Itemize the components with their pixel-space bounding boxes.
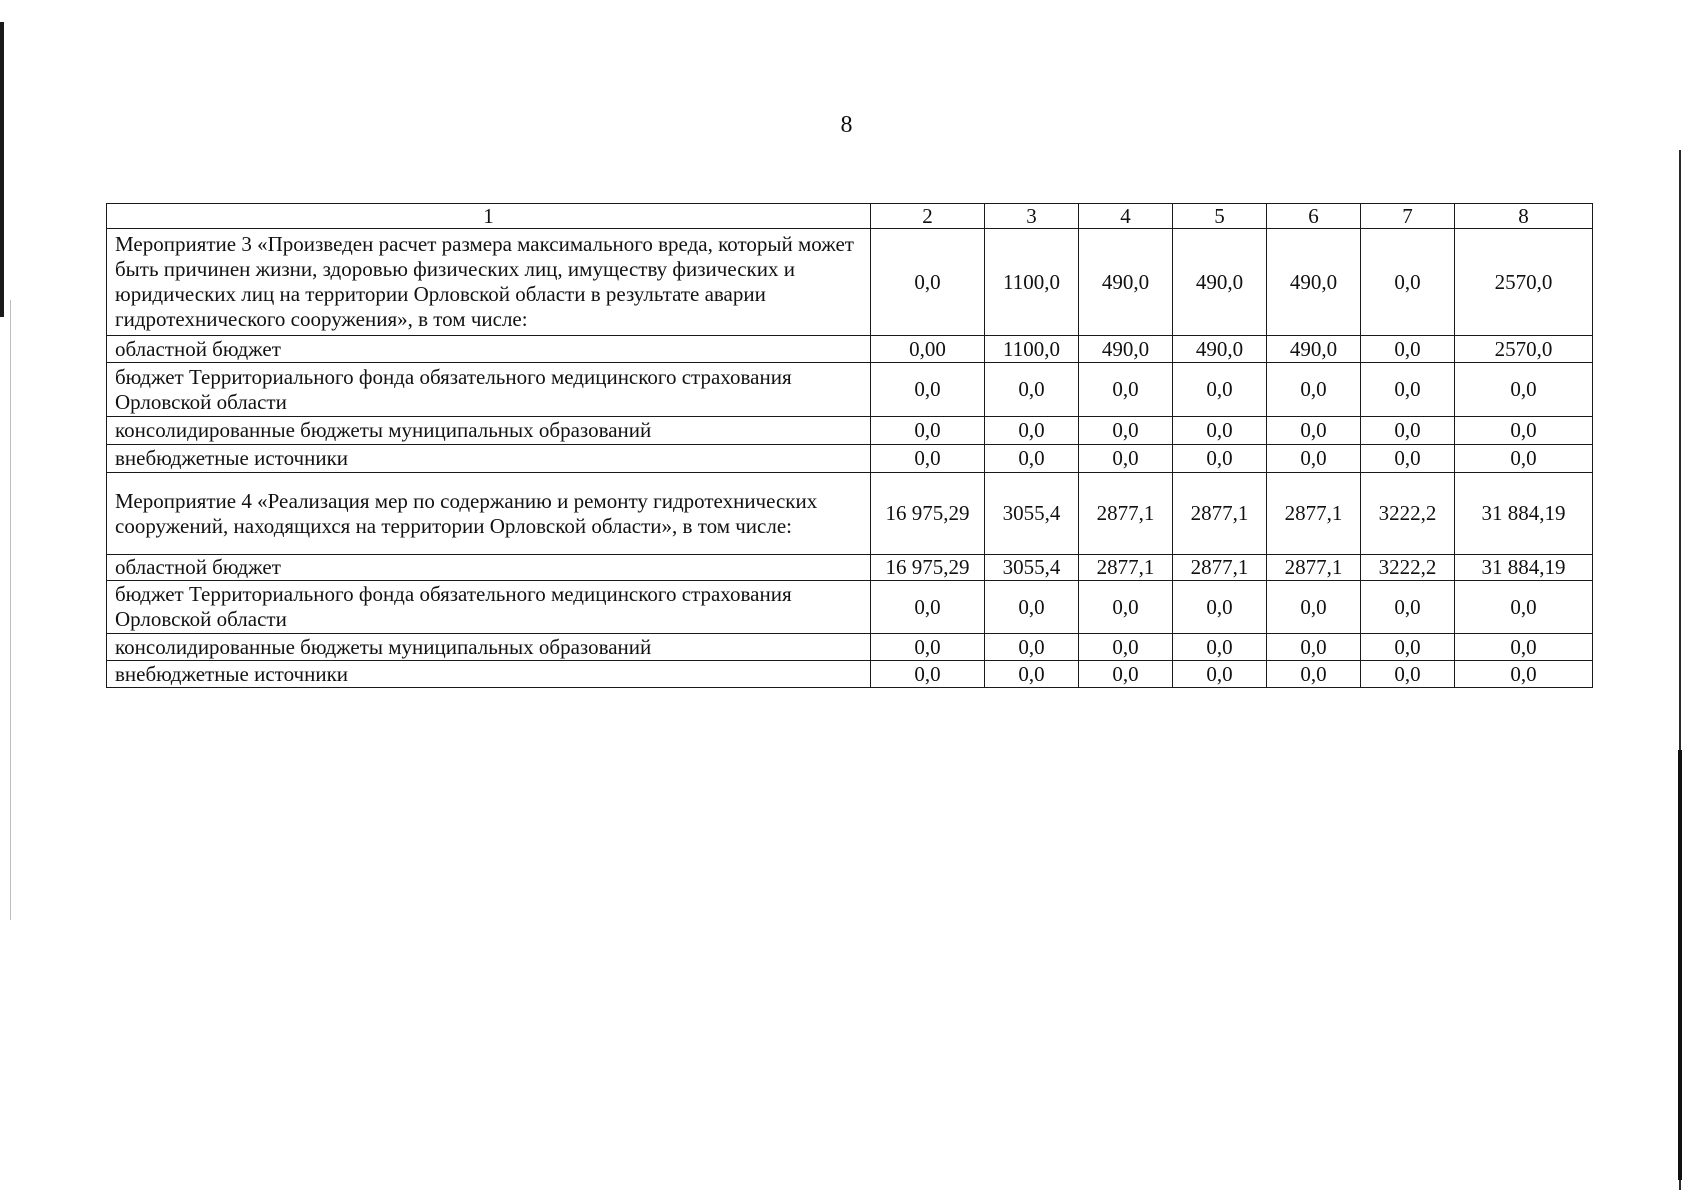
value-cell: 0,0 bbox=[871, 661, 985, 688]
value-cell: 31 884,19 bbox=[1455, 555, 1593, 581]
value-cell: 490,0 bbox=[1173, 336, 1267, 363]
value-cell: 0,0 bbox=[1173, 445, 1267, 473]
row-label: консолидированные бюджеты муниципальных образований bbox=[107, 417, 871, 445]
row-label: областной бюджет bbox=[107, 336, 871, 363]
value-cell: 1100,0 bbox=[985, 229, 1079, 336]
value-cell: 0,0 bbox=[1267, 445, 1361, 473]
value-cell: 2877,1 bbox=[1079, 555, 1173, 581]
header-cell: 2 bbox=[871, 204, 985, 229]
value-cell: 2877,1 bbox=[1173, 473, 1267, 555]
scan-edge-right-strong bbox=[1678, 750, 1682, 1180]
value-cell: 3055,4 bbox=[985, 473, 1079, 555]
value-cell: 0,0 bbox=[1079, 634, 1173, 661]
budget-table bbox=[106, 203, 1593, 688]
value-cell: 0,0 bbox=[1455, 363, 1593, 417]
value-cell: 0,0 bbox=[871, 445, 985, 473]
value-cell: 2570,0 bbox=[1455, 229, 1593, 336]
value-cell: 1100,0 bbox=[985, 336, 1079, 363]
value-cell: 0,0 bbox=[1267, 581, 1361, 634]
header-cell: 4 bbox=[1079, 204, 1173, 229]
scan-edge-left-faint bbox=[10, 300, 11, 920]
value-cell: 2570,0 bbox=[1455, 336, 1593, 363]
value-cell: 0,0 bbox=[1079, 363, 1173, 417]
value-cell: 16 975,29 bbox=[871, 555, 985, 581]
table-row bbox=[107, 336, 1593, 363]
row-label: внебюджетные источники bbox=[107, 445, 871, 473]
value-cell: 0,0 bbox=[1079, 581, 1173, 634]
value-cell: 2877,1 bbox=[1267, 555, 1361, 581]
value-cell: 0,0 bbox=[1079, 417, 1173, 445]
value-cell: 0,00 bbox=[871, 336, 985, 363]
value-cell: 0,0 bbox=[1079, 661, 1173, 688]
value-cell: 0,0 bbox=[1173, 363, 1267, 417]
value-cell: 0,0 bbox=[1455, 661, 1593, 688]
value-cell: 0,0 bbox=[1173, 661, 1267, 688]
scan-edge-left bbox=[0, 22, 4, 317]
value-cell: 0,0 bbox=[985, 363, 1079, 417]
value-cell: 0,0 bbox=[1361, 581, 1455, 634]
value-cell: 0,0 bbox=[1361, 336, 1455, 363]
table-row bbox=[107, 363, 1593, 417]
value-cell: 490,0 bbox=[1079, 229, 1173, 336]
value-cell: 0,0 bbox=[871, 417, 985, 445]
value-cell: 490,0 bbox=[1173, 229, 1267, 336]
value-cell: 0,0 bbox=[985, 445, 1079, 473]
value-cell: 0,0 bbox=[871, 229, 985, 336]
header-cell: 1 bbox=[107, 204, 871, 229]
value-cell: 2877,1 bbox=[1079, 473, 1173, 555]
value-cell: 31 884,19 bbox=[1455, 473, 1593, 555]
value-cell: 0,0 bbox=[1361, 661, 1455, 688]
row-label: Мероприятие 3 «Произведен расчет размера максимального вреда, который может быть причинен жизни, здоровью физических лиц, имуществу физических и юридических лиц на территории Орловской области в результате аварии гидротехнического сооружения», в том числе: bbox=[107, 229, 871, 336]
row-label: бюджет Территориального фонда обязательного медицинского страхования Орловской области bbox=[107, 581, 871, 634]
value-cell: 0,0 bbox=[1267, 661, 1361, 688]
value-cell: 16 975,29 bbox=[871, 473, 985, 555]
row-label: бюджет Территориального фонда обязательного медицинского страхования Орловской области bbox=[107, 363, 871, 417]
header-cell: 6 bbox=[1267, 204, 1361, 229]
table-row bbox=[107, 229, 1593, 336]
value-cell: 0,0 bbox=[871, 363, 985, 417]
value-cell: 0,0 bbox=[1267, 417, 1361, 445]
value-cell: 2877,1 bbox=[1267, 473, 1361, 555]
value-cell: 0,0 bbox=[985, 634, 1079, 661]
value-cell: 490,0 bbox=[1267, 229, 1361, 336]
value-cell: 0,0 bbox=[1455, 417, 1593, 445]
value-cell: 0,0 bbox=[1361, 229, 1455, 336]
value-cell: 0,0 bbox=[871, 634, 985, 661]
page-number: 8 bbox=[840, 112, 853, 138]
value-cell: 0,0 bbox=[1361, 445, 1455, 473]
table-row bbox=[107, 417, 1593, 445]
value-cell: 3055,4 bbox=[985, 555, 1079, 581]
value-cell: 0,0 bbox=[1173, 417, 1267, 445]
table-row bbox=[107, 555, 1593, 581]
table-row bbox=[107, 581, 1593, 634]
value-cell: 0,0 bbox=[1455, 634, 1593, 661]
value-cell: 0,0 bbox=[985, 581, 1079, 634]
value-cell: 490,0 bbox=[1079, 336, 1173, 363]
table-row bbox=[107, 661, 1593, 688]
value-cell: 0,0 bbox=[1455, 445, 1593, 473]
header-cell: 3 bbox=[985, 204, 1079, 229]
value-cell: 0,0 bbox=[871, 581, 985, 634]
header-cell: 7 bbox=[1361, 204, 1455, 229]
value-cell: 0,0 bbox=[1267, 634, 1361, 661]
value-cell: 0,0 bbox=[985, 661, 1079, 688]
table-header-row bbox=[107, 204, 1593, 229]
table-row bbox=[107, 473, 1593, 555]
value-cell: 0,0 bbox=[1173, 634, 1267, 661]
value-cell: 0,0 bbox=[1361, 363, 1455, 417]
row-label: областной бюджет bbox=[107, 555, 871, 581]
value-cell: 0,0 bbox=[1455, 581, 1593, 634]
table-row bbox=[107, 445, 1593, 473]
value-cell: 0,0 bbox=[1079, 445, 1173, 473]
value-cell: 0,0 bbox=[1173, 581, 1267, 634]
row-label: Мероприятие 4 «Реализация мер по содержанию и ремонту гидротехнических сооружений, находящихся на территории Орловской области», в том числе: bbox=[107, 473, 871, 555]
value-cell: 3222,2 bbox=[1361, 473, 1455, 555]
row-label: консолидированные бюджеты муниципальных образований bbox=[107, 634, 871, 661]
value-cell: 3222,2 bbox=[1361, 555, 1455, 581]
value-cell: 2877,1 bbox=[1173, 555, 1267, 581]
row-label: внебюджетные источники bbox=[107, 661, 871, 688]
value-cell: 490,0 bbox=[1267, 336, 1361, 363]
header-cell: 5 bbox=[1173, 204, 1267, 229]
header-cell: 8 bbox=[1455, 204, 1593, 229]
value-cell: 0,0 bbox=[985, 417, 1079, 445]
value-cell: 0,0 bbox=[1361, 634, 1455, 661]
table-row bbox=[107, 634, 1593, 661]
value-cell: 0,0 bbox=[1361, 417, 1455, 445]
value-cell: 0,0 bbox=[1267, 363, 1361, 417]
